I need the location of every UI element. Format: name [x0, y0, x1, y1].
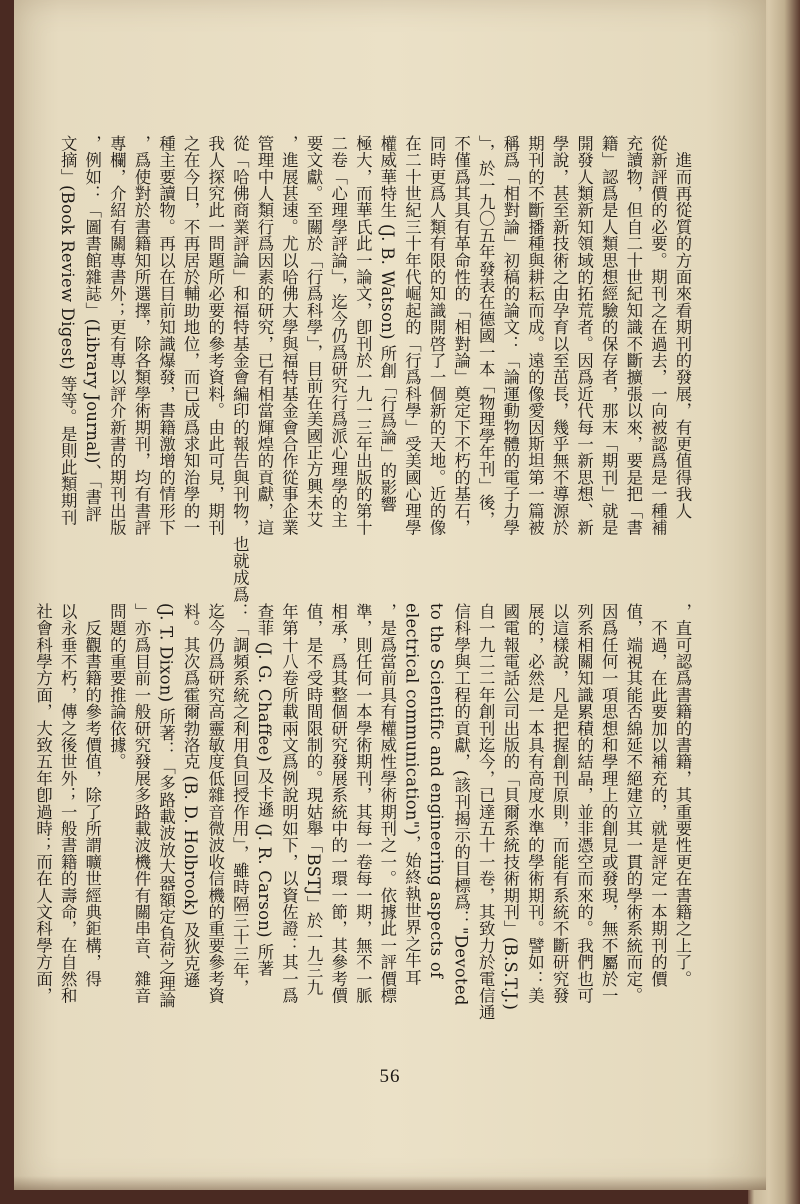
book-page	[14, 0, 766, 1190]
page-shadow	[14, 1176, 766, 1190]
body-text-lower-block: ，直可認爲書籍的書籍，其重要性更在書籍之上了。 不過，在此要加以補充的，就是評定一本期刊的價 值，端視其能否綿延不絕建立其一貫的學術系統而定。 因爲任何一項思想和學理上的創見或發現，無不屬於一 列系相關知識累積的結晶，並非憑空而來的。我們也可 以這樣說，凡是把握創刊原則，而能有系統不斷研究發 展的，必然是一本具有高度水準的學術期刊。譬如：美 國電報電話公司出版的「貝爾系統技術期刊」(B.S.T.J.) 自一九二二年創刊迄今，已達五十一卷，其致力於電信通 信科學與工程的貢獻，(該刊揭示的目標爲："Devoted to the Scientific and engineering aspects of electrical communication")，始終執世界之牛耳 ，是爲當前具有權威性學術期刊之一。依據此一評價標 準，則任何一本學術期刊，其每一卷每一期，無不一脈 相承，爲其整個研究發展系統中的一環一節，其參考價 值，是不受時間限制的。現姑舉「BSTJ」於一九三九 年第十八卷所載兩文爲例說明如下，以資佐證：其一爲 查菲 (J. G. Chaffee) 及卡遜 (J. R. Carson) 所著 ：「調頻系統之利用負回授作用」，雖時隔三十三年， 迄今仍爲研究高靈敏度低雜音微波收信機的重要參考資 料。其次爲霍爾勃洛克 (B. D. Holbrook) 及狄克遜 (J. T. Dixon) 所著：「多路載波放大器額定負荷之理論 」亦爲目前一般研究發展多路載波機件有關串音、雜音 問題的重要推論依據。 反觀書籍的參考價值，除了所謂曠世經典鉅構，得 以永垂不朽，傳之後世外；一般書籍的壽命，在自然和 社會科學方面，大致五年卽過時；而在人文科學方面，	[33, 603, 692, 1021]
body-text-upper-block: 進而再從質的方面來看期刊的發展，有更值得我人 從新評價的必要。期刊之在過去，一向被認爲是一種補 充讀物，但自二十世紀知識不斷擴張以來，要是把「書 籍」認爲是人類思想經驗的保存者，那末「期刊」就是 開發人類新知領域的拓荒者。因爲近代每一新思想、新 學說，甚至新技術之由孕育以至茁長，幾乎無不導源於 期刊的不斷播種與耕耘而成。遠的像愛因斯坦第一篇被 稱爲「相對論」初稿的論文：「論運動物體的電子力學 」，於一九〇五年發表在德國一本「物理學年刊」後， 不僅爲其具有革命性的「相對論」奠定下不朽的基石， 同時更爲人類有限的知識開啓了一個新的天地。近的像 在二十世紀三十年代崛起的「行爲科學」受美國心理學 權威華特生 (J. B. Watson) 所創「行爲論」的影響 極大，而華氏此一論文，卽刊於一九一三年出版的第十 二卷「心理學評論」，迄今仍爲研究行爲派心理學的主 要文獻。至關於「行爲科學」，目前在美國正方興未艾 ，進展甚速。尤以哈佛大學與福特基金會合作從事企業 管理中人類行爲因素的研究，已有相當輝煌的貢獻，這 從「哈佛商業評論」和福特基金會編印的報告與刊物，也就成爲 我人探究此一問題所必要的參考資料。由此可見，期刊 之在今日，不再居於輔助地位，而已成爲求知治學的一 種主要讀物。再以在目前知識爆發，書籍激增的情形下 ，爲使對於書籍知所選擇，除各類學術期刊，均有書評 專欄，介紹有關專書外；更有專以評介新書的期刊出版 ，例如：「圖書館雜誌」(Library Journal)、「書評 文摘」(Book Review Digest) 等等。是則此類期刊	[58, 135, 692, 603]
page-number: 56	[379, 1066, 401, 1087]
